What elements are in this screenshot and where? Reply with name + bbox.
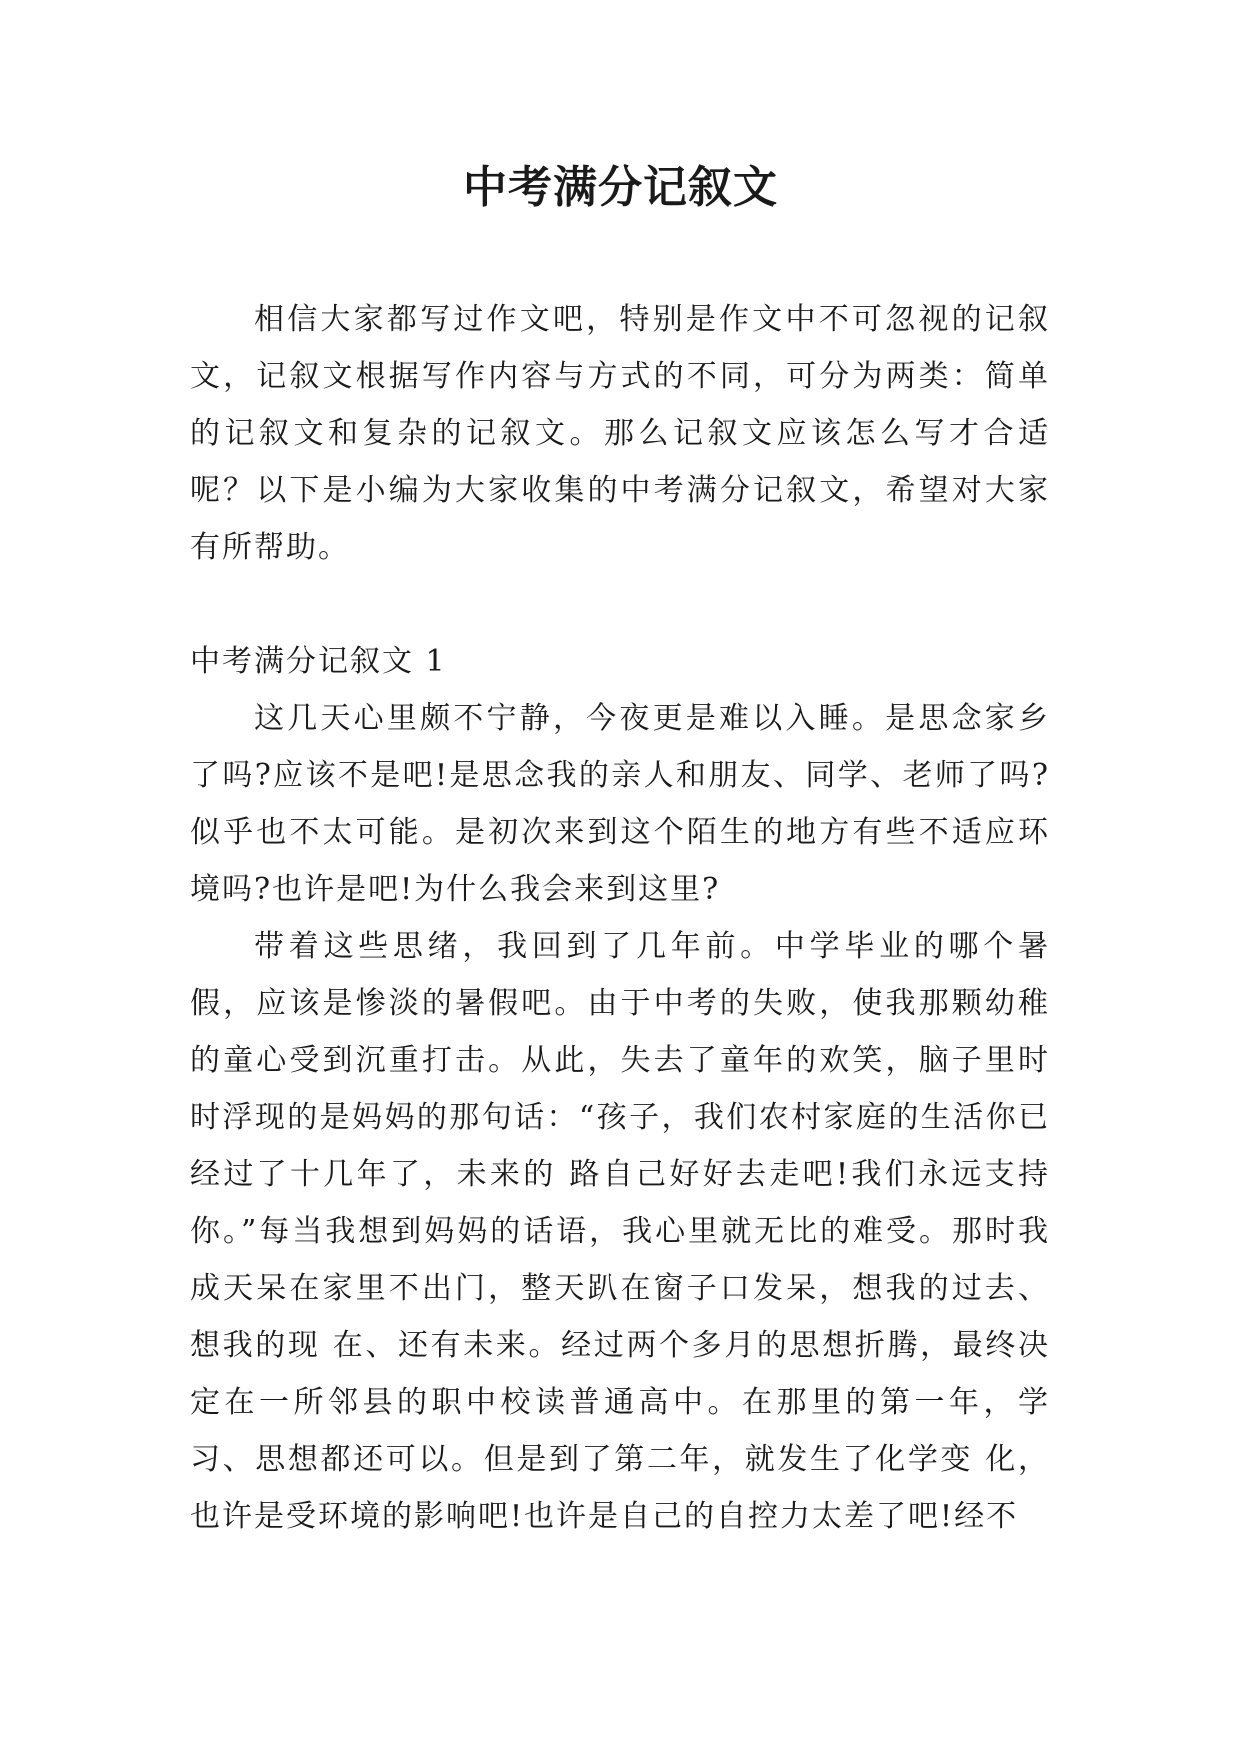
intro-paragraph: 相信大家都写过作文吧，特别是作文中不可忽视的记叙文，记叙文根据写作内容与方式的不同，可分为两类：简单的记叙文和复杂的记叙文。那么记叙文应该怎么写才合适呢？以下是小编为大家收集的中考满分记叙文，希望对大家有所帮助。 [190,302,1050,565]
body-paragraph-1: 这几天心里颇不宁静，今夜更是难以入睡。是思念家乡了吗?应该不是吧!是思念我的亲人和朋友、同学、老师了吗?似乎也不太可能。是初次来到这个陌生的地方有些不适应环境吗?也许是吧!为什么我会来到这里? [190,701,1050,907]
document-title: 中考满分记叙文 [463,162,778,213]
document-body [190,291,1050,1545]
section-heading: 中考满分记叙文 1 [190,644,447,679]
body-paragraph-2: 带着这些思绪，我回到了几年前。中学毕业的哪个暑假，应该是惨淡的暑假吧。由于中考的失败，使我那颗幼稚的童心受到沉重打击。从此，失去了童年的欢笑，脑子里时时浮现的是妈妈的那句话：“孩子，我们农村家庭的生活你已经过了十几年了，未来的 路自己好好去走吧!我们永远支持你。”每当我想到妈妈的话语，我心里就无比的难受。那时我成天呆在家里不出门，整天趴在窗子口发呆，想我的过去、想我的现 在、还有未来。经过两个多月的思想折腾，最终决定在一所邻县的职中校读普通高中。在那里的第一年，学习、思想都还可以。但是到了第二年，就发生了化学变 化，也许是受环境的影响吧!也许是自己的自控力太差了吧!经不 [190,929,1050,1534]
